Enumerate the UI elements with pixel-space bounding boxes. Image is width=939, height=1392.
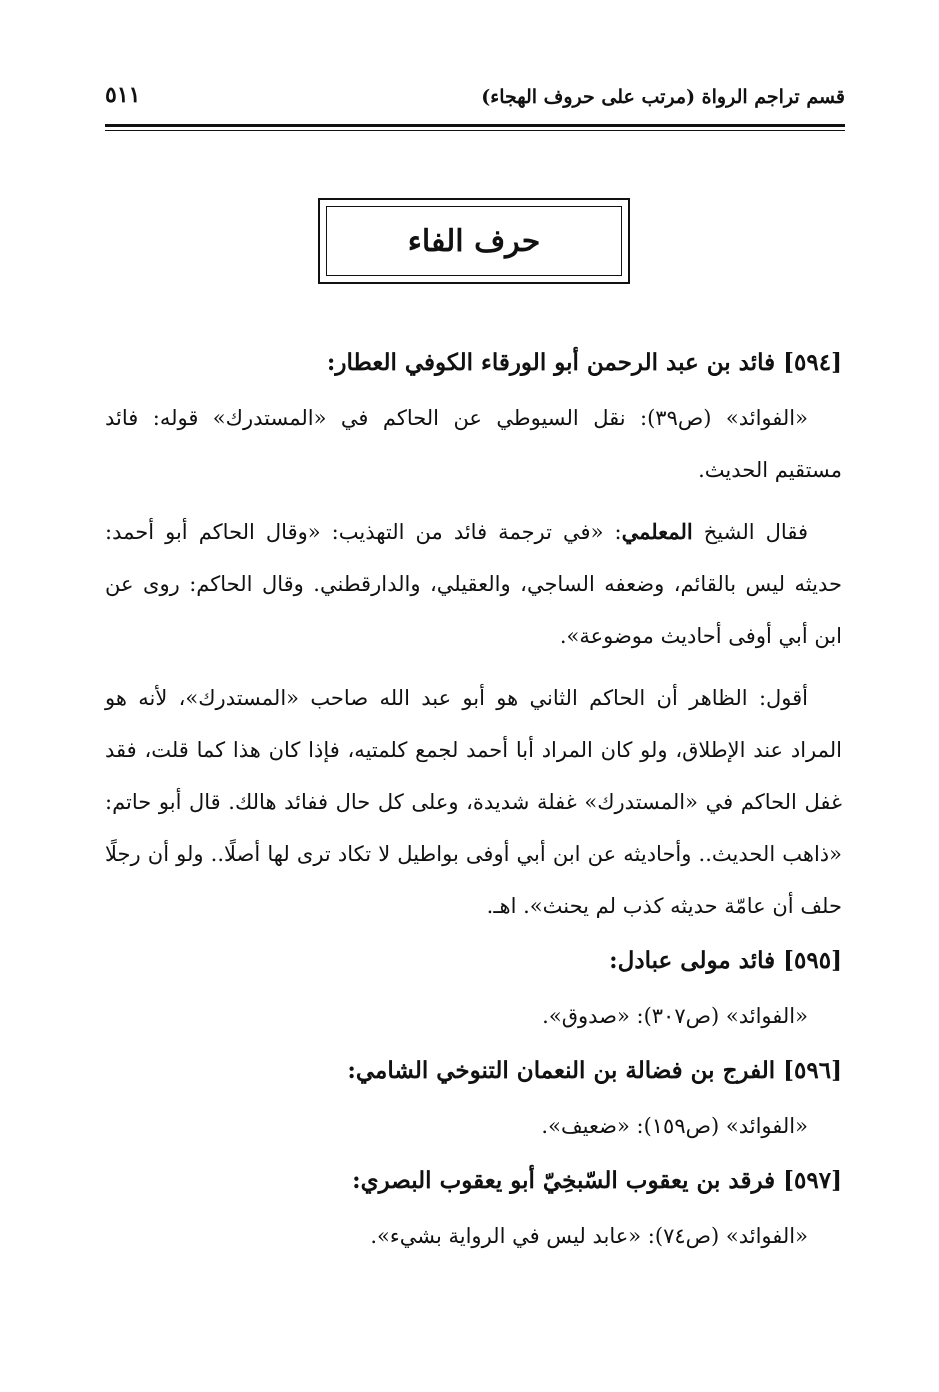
paragraph-text: فقال الشيخ: [703, 520, 808, 544]
entry-paragraph: [105, 506, 842, 662]
running-header: [105, 80, 845, 120]
entry-heading: [٥٩٤] فائد بن عبد الرحمن أبو الورقاء الكوفي العطار:: [326, 349, 842, 376]
header-rule-thick: [105, 124, 845, 127]
scholar-name: المعلمي: [621, 519, 693, 544]
entry-paragraph: «الفوائد» (ص٣٩): نقل السيوطي عن الحاكم في «المستدرك» قوله: فائد مستقيم الحديث.: [105, 406, 842, 482]
section-title: حرف الفاء: [407, 223, 541, 259]
running-header-title: قسم تراجم الرواة (مرتب على حروف الهجاء): [481, 86, 845, 108]
page-number: ٥١١: [105, 82, 141, 108]
entry-597: [105, 1158, 842, 1262]
page-body: [105, 340, 842, 1262]
entry-paragraph: «الفوائد» (ص٧٤): «عابد ليس في الرواية بشيء».: [370, 1224, 808, 1248]
entry-paragraph: أقول: الظاهر أن الحاكم الثاني هو أبو عبد الله صاحب «المستدرك»، لأنه هو المراد عند الإطلاق، ولو كان المراد أبا أحمد لجمع كلمتيه، فإذا كان هذا كما قلت، فقد غفل الحاكم في «المستدرك» غفلة شديدة، وعلى كل حال ففائد هالك. قال أبو حاتم: «ذاهب الحديث.. وأحاديثه عن ابن أبي أوفى بواطيل لا تكاد ترى لها أصلًا.. ولو أن رجلًا حلف أن عامّة حديثه كذب لم يحنث». اهـ.: [105, 686, 842, 918]
entry-heading: [٥٩٦] الفرج بن فضالة بن النعمان التنوخي الشامي:: [347, 1057, 842, 1084]
entry-paragraph: «الفوائد» (ص٣٠٧): «صدوق».: [542, 1004, 808, 1028]
entry-paragraph: «الفوائد» (ص١٥٩): «ضعيف».: [541, 1114, 808, 1138]
section-title-inner-frame: [326, 206, 622, 276]
header-rule-thin: [105, 130, 845, 131]
entry-596: [105, 1048, 842, 1152]
section-title-frame: [318, 198, 630, 284]
entry-595: [105, 938, 842, 1042]
entry-heading: [٥٩٧] فرقد بن يعقوب السّبخِيّ أبو يعقوب البصري:: [352, 1167, 842, 1194]
paragraph-text: : «في ترجمة فائد من التهذيب: «وقال الحاكم أبو أحمد: حديثه ليس بالقائم، وضعفه الساجي، والعقيلي، والدارقطني. وقال الحاكم: روى عن ابن أبي أوفى أحاديث موضوعة».: [105, 520, 842, 648]
entry-heading: [٥٩٥] فائد مولى عبادل:: [609, 947, 842, 974]
entry-594: [105, 340, 842, 932]
